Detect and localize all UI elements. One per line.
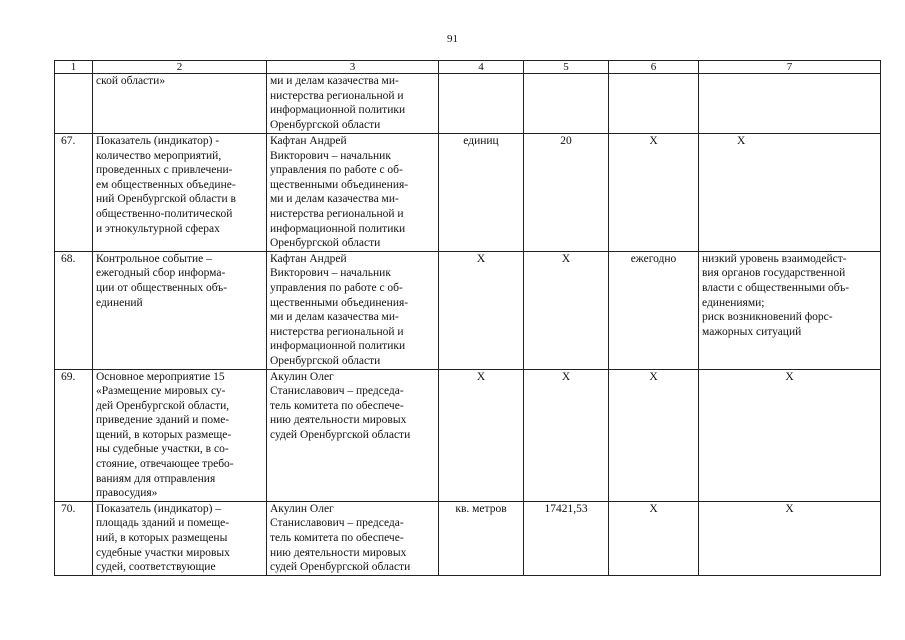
row-name: Контрольное событие – ежегодный сбор информа- ции от общественных объ- единений xyxy=(93,251,267,369)
row-name: Показатель (индикатор) – площадь зданий и помеще- ний, в которых размещены судебные участки мировых судей, соответствующие xyxy=(93,501,267,575)
row-value: 17421,53 xyxy=(524,501,609,575)
row-period: X xyxy=(609,369,699,501)
row-responsible: ми и делам казачества ми- нистерства региональной и информационной политики Оренбургской области xyxy=(267,74,439,134)
row-period: X xyxy=(609,134,699,252)
column-header-6: 6 xyxy=(609,61,699,74)
row-number: 70. xyxy=(55,501,93,575)
row-responsible: Акулин Олег Станиславович – председа- тель комитета по обеспече- нию деятельности мировых судей Оренбургской области xyxy=(267,501,439,575)
row-period xyxy=(609,74,699,134)
header-row xyxy=(55,61,881,74)
row-period: X xyxy=(609,501,699,575)
row-unit: кв. метров xyxy=(439,501,524,575)
row-risk: X xyxy=(699,501,881,575)
column-header-1: 1 xyxy=(55,61,93,74)
row-risk xyxy=(699,74,881,134)
table-row xyxy=(55,501,881,575)
row-value: X xyxy=(524,369,609,501)
table-row xyxy=(55,251,881,369)
table-row xyxy=(55,134,881,252)
row-unit: единиц xyxy=(439,134,524,252)
row-value xyxy=(524,74,609,134)
row-unit: X xyxy=(439,369,524,501)
row-value: 20 xyxy=(524,134,609,252)
row-period: ежегодно xyxy=(609,251,699,369)
row-number xyxy=(55,74,93,134)
row-responsible: Акулин Олег Станиславович – председа- тель комитета по обеспече- нию деятельности мировых судей Оренбургской области xyxy=(267,369,439,501)
row-unit xyxy=(439,74,524,134)
row-number: 68. xyxy=(55,251,93,369)
page-number: 91 xyxy=(447,33,458,45)
row-name: Показатель (индикатор) - количество мероприятий, проведенных с привлечени- ем общественных объедине- ний Оренбургской области в общественно-политической и этнокультурной сферах xyxy=(93,134,267,252)
row-number: 67. xyxy=(55,134,93,252)
column-header-2: 2 xyxy=(93,61,267,74)
column-header-7: 7 xyxy=(699,61,881,74)
row-responsible: Кафтан Андрей Викторович – начальник управления по работе с об- щественными объединения- ми и делам казачества ми- нистерства региональной и информационной политики Оренбургской области xyxy=(267,251,439,369)
document-table xyxy=(54,60,881,576)
row-name: Основное мероприятие 15 «Размещение мировых су- дей Оренбургской области, приведение зданий и поме- щений, в которых размеще- ны судебные участки, в со- стояние, отвечающее требо- ваниям для отправления правосудия» xyxy=(93,369,267,501)
row-name: ской области» xyxy=(93,74,267,134)
row-unit: X xyxy=(439,251,524,369)
row-value: X xyxy=(524,251,609,369)
column-header-5: 5 xyxy=(524,61,609,74)
row-number: 69. xyxy=(55,369,93,501)
row-risk: X xyxy=(699,134,881,252)
row-risk: X xyxy=(699,369,881,501)
row-responsible: Кафтан Андрей Викторович – начальник управления по работе с об- щественными объединения- ми и делам казачества ми- нистерства региональной и информационной политики Оренбургской области xyxy=(267,134,439,252)
table-row xyxy=(55,74,881,134)
column-header-3: 3 xyxy=(267,61,439,74)
table-row xyxy=(55,369,881,501)
row-risk: низкий уровень взаимодейст- вия органов государственной власти с общественными объ- единениями; риск возникновений форс- мажорных ситуаций xyxy=(699,251,881,369)
column-header-4: 4 xyxy=(439,61,524,74)
